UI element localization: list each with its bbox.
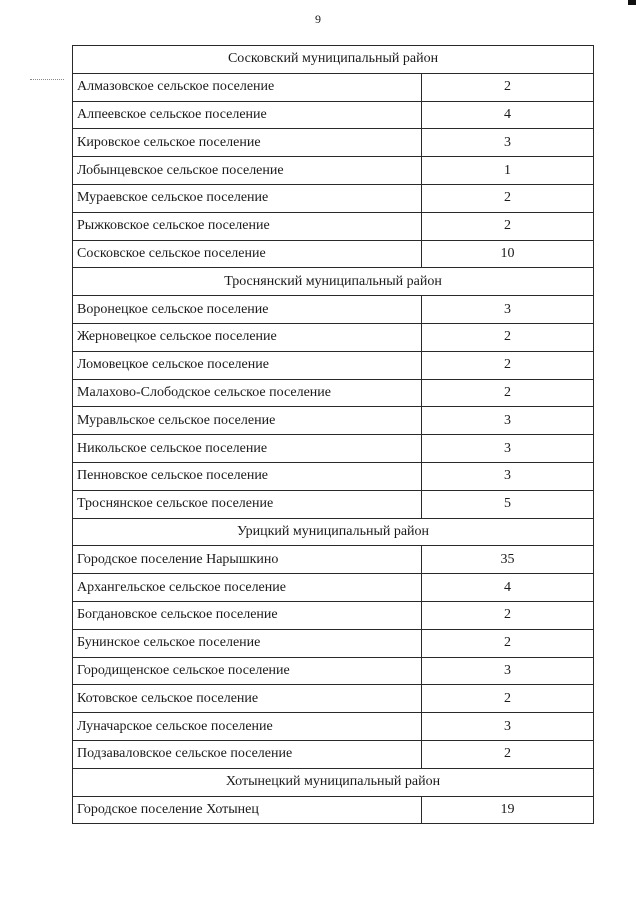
- table-row: [73, 73, 594, 101]
- settlement-name: Бунинское сельское поселение: [73, 629, 422, 657]
- page-number: 9: [315, 12, 321, 26]
- settlement-count: 2: [422, 212, 594, 240]
- table-row: [73, 296, 594, 324]
- table-row: [73, 462, 594, 490]
- settlement-name: Луначарское сельское поселение: [73, 713, 422, 741]
- table-row: [73, 713, 594, 741]
- settlement-name: Малахово-Слободское сельское поселение: [73, 379, 422, 407]
- table-row: [73, 323, 594, 351]
- district-header-row: [73, 518, 594, 546]
- table-row: [73, 685, 594, 713]
- table-row: [73, 740, 594, 768]
- table-row: [73, 435, 594, 463]
- table-row: [73, 184, 594, 212]
- settlement-name: Жерновецкое сельское поселение: [73, 323, 422, 351]
- settlement-count: 3: [422, 296, 594, 324]
- settlement-count: 4: [422, 574, 594, 602]
- settlement-name: Архангельское сельское поселение: [73, 574, 422, 602]
- settlement-name: Подзаваловское сельское поселение: [73, 740, 422, 768]
- settlement-name: Алпеевское сельское поселение: [73, 101, 422, 129]
- settlement-count: 19: [422, 796, 594, 824]
- settlement-name: Городское поселение Нарышкино: [73, 546, 422, 574]
- table-row: [73, 157, 594, 185]
- settlement-count: 2: [422, 73, 594, 101]
- table-row: [73, 574, 594, 602]
- settlement-count: 3: [422, 407, 594, 435]
- district-title: Хотынецкий муниципальный район: [73, 768, 594, 796]
- settlement-name: Рыжковское сельское поселение: [73, 212, 422, 240]
- district-title: Троснянский муниципальный район: [73, 268, 594, 296]
- district-header-row: [73, 768, 594, 796]
- district-title: Сосковский муниципальный район: [73, 46, 594, 74]
- settlement-name: Кировское сельское поселение: [73, 129, 422, 157]
- settlement-name: Муравльское сельское поселение: [73, 407, 422, 435]
- table-row: [73, 240, 594, 268]
- settlements-table: [72, 45, 594, 824]
- settlement-count: 2: [422, 351, 594, 379]
- settlement-name: Пенновское сельское поселение: [73, 462, 422, 490]
- settlement-count: 2: [422, 685, 594, 713]
- settlement-name: Алмазовское сельское поселение: [73, 73, 422, 101]
- settlement-name: Мураевское сельское поселение: [73, 184, 422, 212]
- settlement-name: Богдановское сельское поселение: [73, 601, 422, 629]
- settlement-count: 2: [422, 379, 594, 407]
- settlement-count: 3: [422, 435, 594, 463]
- settlement-name: Сосковское сельское поселение: [73, 240, 422, 268]
- settlement-name: Воронецкое сельское поселение: [73, 296, 422, 324]
- settlement-count: 5: [422, 490, 594, 518]
- settlement-name: Ломовецкое сельское поселение: [73, 351, 422, 379]
- table-row: [73, 212, 594, 240]
- settlement-count: 10: [422, 240, 594, 268]
- table-row: [73, 796, 594, 824]
- settlement-count: 3: [422, 129, 594, 157]
- scan-corner-mark: [628, 0, 636, 5]
- settlement-count: 2: [422, 740, 594, 768]
- settlement-count: 2: [422, 629, 594, 657]
- table-body: [73, 46, 594, 824]
- district-title: Урицкий муниципальный район: [73, 518, 594, 546]
- table-row: [73, 101, 594, 129]
- table-row: [73, 490, 594, 518]
- settlement-count: 4: [422, 101, 594, 129]
- settlement-name: Троснянское сельское поселение: [73, 490, 422, 518]
- settlement-count: 1: [422, 157, 594, 185]
- settlement-name: Городищенское сельское поселение: [73, 657, 422, 685]
- settlement-count: 3: [422, 462, 594, 490]
- settlement-name: Никольское сельское поселение: [73, 435, 422, 463]
- settlement-name: Городское поселение Хотынец: [73, 796, 422, 824]
- table-row: [73, 351, 594, 379]
- table-row: [73, 629, 594, 657]
- table-row: [73, 601, 594, 629]
- table-row: [73, 129, 594, 157]
- district-header-row: [73, 268, 594, 296]
- table-row: [73, 379, 594, 407]
- district-header-row: [73, 46, 594, 74]
- settlement-count: 2: [422, 323, 594, 351]
- settlement-count: 3: [422, 713, 594, 741]
- settlement-count: 2: [422, 184, 594, 212]
- table-row: [73, 407, 594, 435]
- scan-margin-mark: [30, 79, 64, 80]
- settlement-name: Лобынцевское сельское поселение: [73, 157, 422, 185]
- settlement-count: 3: [422, 657, 594, 685]
- settlement-count: 35: [422, 546, 594, 574]
- settlement-name: Котовское сельское поселение: [73, 685, 422, 713]
- settlement-count: 2: [422, 601, 594, 629]
- table-row: [73, 546, 594, 574]
- table-row: [73, 657, 594, 685]
